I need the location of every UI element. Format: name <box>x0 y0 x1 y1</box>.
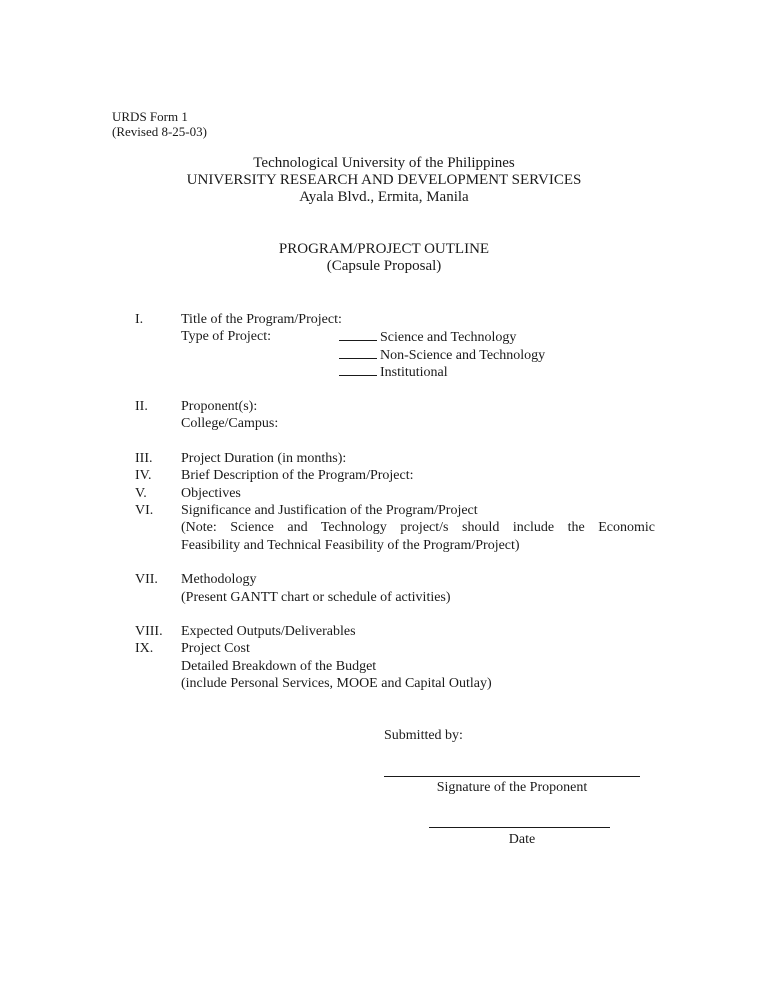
signature-line[interactable] <box>384 776 640 777</box>
section-number-6: VI. <box>135 503 154 518</box>
submitted-by-label: Submitted by: <box>384 728 463 743</box>
section-number-9: IX. <box>135 641 154 656</box>
project-type-option-label: Science and Technology <box>380 330 517 345</box>
form-id: URDS Form 1 <box>112 109 188 124</box>
college-campus-label: College/Campus: <box>181 416 279 431</box>
budget-breakdown-note: (include Personal Services, MOOE and Capital Outlay) <box>181 676 492 691</box>
section-number-1: I. <box>135 312 144 327</box>
form-revision: (Revised 8-25-03) <box>112 124 207 139</box>
date-label: Date <box>508 832 536 847</box>
objectives-label: Objectives <box>181 486 241 501</box>
project-type-option-2[interactable] <box>339 346 545 364</box>
date-line[interactable] <box>429 827 610 828</box>
section-number-4: IV. <box>135 468 152 483</box>
university-name: Technological University of the Philippines <box>253 155 515 171</box>
document-title: PROGRAM/PROJECT OUTLINE <box>278 241 490 257</box>
significance-label: Significance and Justification of the Program/Project <box>181 503 478 518</box>
university-address: Ayala Blvd., Ermita, Manila <box>299 189 469 205</box>
project-type-option-label: Non-Science and Technology <box>380 348 546 363</box>
checkbox-blank-line[interactable] <box>339 363 377 376</box>
budget-breakdown-label: Detailed Breakdown of the Budget <box>181 659 377 674</box>
section-title-1: Title of the Program/Project: <box>181 312 342 327</box>
checkbox-blank-line[interactable] <box>339 346 377 359</box>
checkbox-blank-line[interactable] <box>339 328 377 341</box>
office-name: UNIVERSITY RESEARCH AND DEVELOPMENT SERVICES <box>186 172 582 188</box>
project-type-option-label: Institutional <box>380 365 448 380</box>
signature-label: Signature of the Proponent <box>436 780 588 795</box>
significance-note-line-1: (Note: Science and Technology project/s should include the Economic <box>181 520 655 535</box>
project-duration-label: Project Duration (in months): <box>181 451 347 466</box>
methodology-note: (Present GANTT chart or schedule of activities) <box>181 590 451 605</box>
methodology-label: Methodology <box>181 572 257 587</box>
section-number-5: V. <box>135 486 147 501</box>
section-number-2: II. <box>135 399 148 414</box>
expected-outputs-label: Expected Outputs/Deliverables <box>181 624 356 639</box>
proponents-label: Proponent(s): <box>181 399 258 414</box>
project-type-label: Type of Project: <box>181 329 271 344</box>
section-number-8: VIII. <box>135 624 163 639</box>
section-number-3: III. <box>135 451 153 466</box>
project-type-option-3[interactable] <box>339 363 448 381</box>
project-cost-label: Project Cost <box>181 641 250 656</box>
brief-description-label: Brief Description of the Program/Project: <box>181 468 414 483</box>
document-subtitle: (Capsule Proposal) <box>326 258 442 274</box>
project-type-option-1[interactable] <box>339 328 516 346</box>
significance-note-line-2: Feasibility and Technical Feasibility of the Program/Project) <box>181 538 520 553</box>
section-number-7: VII. <box>135 572 158 587</box>
